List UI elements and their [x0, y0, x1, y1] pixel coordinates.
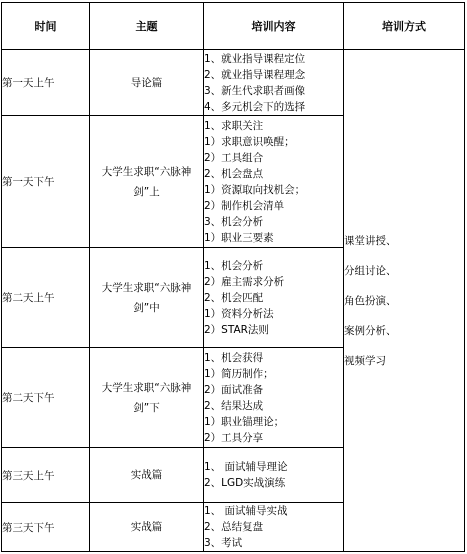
content-line: 1、机会获得 — [204, 351, 264, 364]
training-schedule-table — [1, 2, 465, 552]
time-cell: 第二天下午 — [2, 348, 90, 448]
method-cell — [344, 50, 465, 552]
topic-cell: 导论篇 — [90, 50, 204, 116]
time-cell: 第三天上午 — [2, 448, 90, 503]
content-line: 2）工具分享 — [204, 431, 264, 444]
content-line: 1）职业锚理论； — [204, 415, 285, 428]
header-method: 培训方式 — [344, 3, 465, 50]
content-line: 2、总结复盘 — [204, 521, 264, 533]
content-line: 2、结果达成 — [204, 399, 264, 412]
content-line: 2）制作机会清单 — [204, 199, 285, 212]
content-line: 2、机会匹配 — [204, 291, 264, 304]
table-row — [2, 50, 465, 116]
content-line: 1、 面试辅导实战 — [204, 505, 288, 517]
method-item: 案例分析、 — [344, 324, 397, 337]
method-item: 分组讨论、 — [344, 264, 397, 277]
content-line: 1、 面试辅导理论 — [204, 461, 288, 473]
content-cell — [204, 248, 344, 348]
content-line: 2、LGD实战演练 — [204, 477, 286, 489]
content-line: 1）求职意识唤醒； — [204, 135, 295, 148]
time-cell: 第一天上午 — [2, 50, 90, 116]
header-time: 时间 — [2, 3, 90, 50]
time-cell: 第一天下午 — [2, 116, 90, 248]
content-line: 3、机会分析 — [204, 215, 264, 228]
content-line: 2）STAR法则 — [204, 323, 269, 336]
header-row — [2, 3, 465, 50]
content-line: 1）职业三要素 — [204, 231, 274, 244]
content-line: 1）资料分析法 — [204, 307, 274, 320]
content-cell — [204, 116, 344, 248]
content-cell — [204, 448, 344, 503]
time-cell: 第二天上午 — [2, 248, 90, 348]
content-line: 1）资源取向找机会； — [204, 183, 306, 196]
content-line: 1、机会分析 — [204, 259, 264, 272]
topic-cell: 实战篇 — [90, 448, 204, 503]
method-item: 视频学习 — [344, 354, 386, 367]
content-line: 4、多元机会下的选择 — [204, 100, 306, 113]
topic-cell: 大学生求职“六脉神剑”下 — [90, 348, 204, 448]
content-line: 2）雇主需求分析 — [204, 275, 285, 288]
topic-cell: 大学生求职“六脉神剑”上 — [90, 116, 204, 248]
header-content: 培训内容 — [204, 3, 344, 50]
content-line: 2）工具组合 — [204, 151, 264, 164]
content-line: 3、新生代求职者画像 — [204, 84, 306, 97]
content-line: 1、求职关注 — [204, 119, 264, 132]
content-line: 2、机会盘点 — [204, 167, 264, 180]
topic-cell: 大学生求职“六脉神剑”中 — [90, 248, 204, 348]
content-cell — [204, 503, 344, 552]
content-line: 3、考试 — [204, 537, 243, 549]
content-line: 1、就业指导课程定位 — [204, 52, 306, 65]
topic-cell: 实战篇 — [90, 503, 204, 552]
content-cell — [204, 348, 344, 448]
content-line: 1）简历制作； — [204, 367, 274, 380]
content-line: 2）面试准备 — [204, 383, 264, 396]
method-item: 角色扮演、 — [344, 294, 397, 307]
content-cell — [204, 50, 344, 116]
time-cell: 第三天下午 — [2, 503, 90, 552]
content-line: 2、就业指导课程理念 — [204, 68, 306, 81]
method-item: 课堂讲授、 — [344, 234, 397, 247]
header-topic: 主题 — [90, 3, 204, 50]
